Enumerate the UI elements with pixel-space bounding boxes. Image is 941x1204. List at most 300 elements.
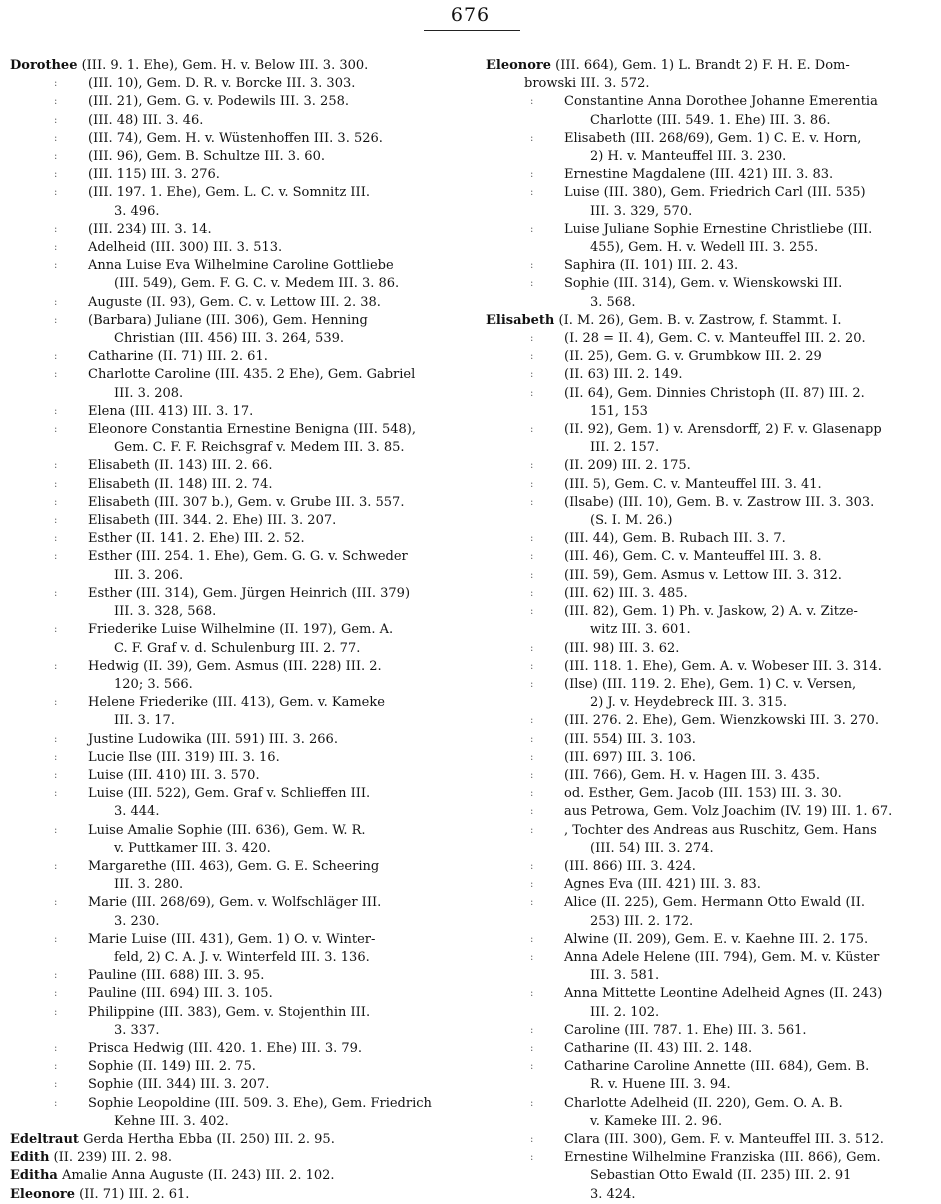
index-entry [486, 640, 932, 658]
ditto-mark: : [530, 333, 534, 345]
entry-text: Elisabeth (III. 268/69), Gem. 1) C. E. v. Horn, [564, 130, 862, 146]
entry-text: Luise (III. 522), Gem. Graf v. Schlieffen III. [88, 786, 371, 802]
index-entry [486, 585, 932, 603]
entry-continuation: III. 3. 17. [114, 713, 175, 729]
entry-text: (III. 276. 2. Ehe), Gem. Wienzkowski III. 3. 270. [564, 713, 879, 729]
entry-text: Anna Mittette Leontine Adelheid Agnes (II. 243) [564, 986, 883, 1002]
ditto-mark: : [530, 1042, 534, 1054]
entry-text: Alice (II. 225), Gem. Hermann Otto Ewald (II. [564, 895, 865, 911]
index-entry [486, 275, 932, 311]
entry-text: Catharine (II. 71) III. 2. 61. [88, 349, 268, 365]
index-entry [10, 785, 466, 821]
index-entry [10, 749, 466, 767]
ditto-mark: : [54, 1079, 58, 1091]
index-entry [10, 1076, 466, 1094]
entry-text: Eleonore Constantia Ernestine Benigna (III. 548), [88, 422, 416, 438]
entry-text: Catharine Caroline Annette (III. 684), Gem. B. [564, 1059, 870, 1075]
entry-continuation: Sebastian Otto Ewald (II. 235) III. 2. 91 [590, 1168, 852, 1184]
entry-continuation: 3. 337. [114, 1022, 160, 1038]
entry-text: (III. 96), Gem. B. Schultze III. 3. 60. [88, 149, 325, 165]
ditto-mark: : [530, 132, 534, 144]
entry-text: (III. 115) III. 3. 276. [88, 167, 220, 183]
entry-text: Esther (III. 314), Gem. Jürgen Heinrich (III. 379) [88, 585, 411, 601]
index-entry [10, 1040, 466, 1058]
entry-headword: Eleonore [10, 1186, 76, 1202]
ditto-mark: : [54, 223, 58, 235]
ditto-mark: : [530, 733, 534, 745]
entry-continuation: III. 3. 328, 568. [114, 604, 217, 620]
entry-text: (II. 71) III. 2. 61. [75, 1186, 190, 1202]
index-entry [10, 457, 466, 475]
index-entry [10, 221, 466, 239]
ditto-mark: : [530, 496, 534, 508]
entry-text: (II. 25), Gem. G. v. Grumbkow III. 2. 29 [564, 349, 822, 365]
entry-continuation: feld, 2) C. A. J. v. Winterfeld III. 3. 136. [114, 949, 370, 965]
ditto-mark: : [530, 769, 534, 781]
ditto-mark: : [530, 387, 534, 399]
ditto-mark: : [530, 988, 534, 1000]
index-entry [486, 421, 932, 457]
entry-text: Sophie (III. 344) III. 3. 207. [88, 1077, 270, 1093]
entry-text: (III. 766), Gem. H. v. Hagen III. 3. 435. [564, 767, 820, 783]
entry-continuation: 3. 444. [114, 804, 160, 820]
ditto-mark: : [530, 860, 534, 872]
entry-continuation: browski III. 3. 572. [524, 76, 650, 92]
entry-text: (III. 697) III. 3. 106. [564, 749, 696, 765]
entry-continuation: (III. 54) III. 3. 274. [590, 840, 714, 856]
entry-text: Clara (III. 300), Gem. F. v. Manteuffel III. 3. 512. [564, 1131, 884, 1147]
index-entry [10, 858, 466, 894]
entry-text: Justine Ludowika (III. 591) III. 3. 266. [88, 731, 338, 747]
index-entry [486, 1022, 932, 1040]
entry-continuation: 3. 424. [590, 1186, 636, 1202]
index-entry [486, 803, 932, 821]
entry-text: Esther (II. 141. 2. Ehe) III. 2. 52. [88, 531, 305, 547]
index-entry [10, 75, 466, 93]
entry-continuation: Christian (III. 456) III. 3. 264, 539. [114, 331, 344, 347]
index-entry [486, 1040, 932, 1058]
ditto-mark: : [54, 78, 58, 90]
entry-text: Anna Adele Helene (III. 794), Gem. M. v. Küster [564, 949, 880, 965]
ditto-mark: : [54, 351, 58, 363]
entry-text: (III. 46), Gem. C. v. Manteuffel III. 3. 8. [564, 549, 822, 565]
index-entry [10, 1131, 466, 1149]
index-entry [486, 603, 932, 639]
index-entry [10, 512, 466, 530]
entry-headword: Editha [10, 1168, 58, 1184]
entry-continuation: (S. I. M. 26.) [590, 513, 673, 529]
ditto-mark: : [54, 424, 58, 436]
ditto-mark: : [530, 824, 534, 836]
index-entry [486, 57, 932, 93]
ditto-mark: : [530, 1152, 534, 1164]
ditto-mark: : [54, 242, 58, 254]
index-entry [10, 112, 466, 130]
ditto-mark: : [530, 533, 534, 545]
entry-text: Philippine (III. 383), Gem. v. Stojenthin III. [88, 1004, 371, 1020]
ditto-mark: : [54, 515, 58, 527]
ditto-mark: : [530, 424, 534, 436]
ditto-mark: : [54, 496, 58, 508]
entry-headword: Dorothee [10, 58, 78, 73]
index-entry [486, 876, 932, 894]
ditto-mark: : [54, 1042, 58, 1054]
ditto-mark: : [530, 678, 534, 690]
index-entry [10, 1149, 466, 1167]
ditto-mark: : [54, 733, 58, 745]
index-entry [486, 348, 932, 366]
entry-continuation: 2) H. v. Manteuffel III. 3. 230. [590, 149, 787, 165]
index-entry [10, 312, 466, 348]
ditto-mark: : [530, 897, 534, 909]
entry-text: (III. 82), Gem. 1) Ph. v. Jaskow, 2) A. v. Zitze- [564, 604, 858, 620]
entry-continuation: 253) III. 2. 172. [590, 913, 694, 929]
index-entry [10, 767, 466, 785]
entry-text: Sophie (III. 314), Gem. v. Wienskowski III. [564, 276, 843, 292]
entry-continuation: 3. 568. [590, 294, 636, 310]
entry-text: od. Esther, Gem. Jacob (III. 153) III. 3. 30. [564, 786, 842, 802]
entry-text: Anna Luise Eva Wilhelmine Caroline Gottliebe [88, 258, 394, 274]
index-entry [10, 294, 466, 312]
entry-text: Charlotte Caroline (III. 435. 2 Ehe), Gem. Gabriel [88, 367, 416, 383]
entry-text: (III. 10), Gem. D. R. v. Borcke III. 3. 303. [88, 76, 356, 92]
ditto-mark: : [54, 860, 58, 872]
index-entry [486, 1186, 932, 1204]
entry-text: (II. 63) III. 2. 149. [564, 367, 683, 383]
entry-continuation: III. 2. 157. [590, 440, 660, 456]
ditto-mark: : [54, 478, 58, 490]
left-column [10, 57, 466, 1204]
ditto-mark: : [54, 624, 58, 636]
entry-text: (III. 98) III. 3. 62. [564, 640, 680, 656]
entry-text: (III. 554) III. 3. 103. [564, 731, 696, 747]
entry-text: (I. 28 = II. 4), Gem. C. v. Manteuffel III. 2. 20. [564, 331, 866, 347]
entry-text: (II. 64), Gem. Dinnies Christoph (II. 87) III. 2. [564, 385, 865, 401]
ditto-mark: : [54, 897, 58, 909]
entry-text: Luise Juliane Sophie Ernestine Christliebe (III. [564, 221, 873, 237]
entry-text: (II. 209) III. 2. 175. [564, 458, 691, 474]
index-entry [486, 985, 932, 1021]
entry-text: (III. 866) III. 3. 424. [564, 858, 696, 874]
entry-text: (II. 92), Gem. 1) v. Arensdorff, 2) F. v. Glasenapp [564, 422, 882, 438]
page-number: 676 [450, 4, 491, 26]
ditto-mark: : [530, 460, 534, 472]
entry-continuation: C. F. Graf v. d. Schulenburg III. 2. 77. [114, 640, 361, 656]
ditto-mark: : [530, 169, 534, 181]
entry-text: (Ilsabe) (III. 10), Gem. B. v. Zastrow III. 3. 303. [564, 494, 875, 510]
index-entry [486, 767, 932, 785]
ditto-mark: : [54, 296, 58, 308]
index-entry [10, 822, 466, 858]
ditto-mark: : [54, 1097, 58, 1109]
index-entry [10, 694, 466, 730]
entry-text: (III. 59), Gem. Asmus v. Lettow III. 3. 312. [564, 567, 842, 583]
entry-text: Pauline (III. 694) III. 3. 105. [88, 986, 273, 1002]
entry-text: Elisabeth (III. 307 b.), Gem. v. Grube III. 3. 557. [88, 494, 405, 510]
index-entry [10, 403, 466, 421]
entry-text: Sophie Leopoldine (III. 509. 3. Ehe), Gem. Friedrich [88, 1095, 432, 1111]
entry-text: , Tochter des Andreas aus Ruschitz, Gem. Hans [564, 822, 877, 838]
index-entry [10, 184, 466, 220]
entry-text: (III. 234) III. 3. 14. [88, 221, 212, 237]
ditto-mark: : [54, 151, 58, 163]
index-entry [486, 93, 932, 129]
ditto-mark: : [530, 551, 534, 563]
entry-text: Prisca Hedwig (III. 420. 1. Ehe) III. 3. 79. [88, 1040, 363, 1056]
entry-continuation: III. 3. 206. [114, 567, 184, 583]
ditto-mark: : [530, 1024, 534, 1036]
index-entry [10, 366, 466, 402]
index-entry [486, 385, 932, 421]
entry-text: Catharine (II. 43) III. 2. 148. [564, 1040, 753, 1056]
ditto-mark: : [530, 642, 534, 654]
ditto-mark: : [530, 96, 534, 108]
entry-continuation: witz III. 3. 601. [590, 622, 691, 638]
ditto-mark: : [54, 751, 58, 763]
entry-continuation: (III. 549), Gem. F. G. C. v. Medem III. 3. 86. [114, 276, 400, 292]
ditto-mark: : [530, 187, 534, 199]
ditto-mark: : [530, 1097, 534, 1109]
index-entry [486, 676, 932, 712]
index-entry [10, 57, 466, 75]
ditto-mark: : [530, 1133, 534, 1145]
ditto-mark: : [530, 715, 534, 727]
index-entry [486, 949, 932, 985]
ditto-mark: : [54, 369, 58, 381]
ditto-mark: : [54, 1006, 58, 1018]
index-entry [486, 658, 932, 676]
entry-text: (Ilse) (III. 119. 2. Ehe), Gem. 1) C. v. Versen, [564, 676, 857, 692]
index-entry [10, 130, 466, 148]
entry-continuation: III. 3. 280. [114, 877, 184, 893]
index-entry [486, 1095, 932, 1131]
index-entry [486, 221, 932, 257]
entry-text: Elisabeth (III. 344. 2. Ehe) III. 3. 207. [88, 513, 337, 529]
index-entry [10, 166, 466, 184]
entry-text: Margarethe (III. 463), Gem. G. E. Scheering [88, 858, 380, 874]
index-entry [10, 931, 466, 967]
index-entry [486, 785, 932, 803]
ditto-mark: : [530, 751, 534, 763]
index-entry [10, 530, 466, 548]
index-entry [10, 585, 466, 621]
entry-text: Gerda Hertha Ebba (II. 250) III. 2. 95. [78, 1131, 335, 1147]
entry-headword: Elisabeth [486, 312, 555, 328]
index-entry [486, 530, 932, 548]
entry-continuation: Charlotte (III. 549. 1. Ehe) III. 3. 86. [590, 112, 831, 128]
entry-text: Friederike Luise Wilhelmine (II. 197), Gem. A. [88, 622, 394, 638]
entry-text: Charlotte Adelheid (II. 220), Gem. O. A. B. [564, 1095, 843, 1111]
entry-text: (III. 5), Gem. C. v. Manteuffel III. 3. 41. [564, 476, 822, 492]
entry-text: (III. 21), Gem. G. v. Podewils III. 3. 258. [88, 94, 350, 110]
ditto-mark: : [54, 660, 58, 672]
index-entry [10, 621, 466, 657]
index-entry [10, 731, 466, 749]
ditto-mark: : [54, 1061, 58, 1073]
entry-continuation: v. Kameke III. 2. 96. [590, 1113, 723, 1129]
entry-text: Luise (III. 380), Gem. Friedrich Carl (III. 535) [564, 185, 866, 201]
entry-text: (III. 62) III. 3. 485. [564, 585, 688, 601]
ditto-mark: : [54, 460, 58, 472]
ditto-mark: : [54, 96, 58, 108]
entry-text: (Barbara) Juliane (III. 306), Gem. Henning [88, 312, 368, 328]
entry-text: (III. 118. 1. Ehe), Gem. A. v. Wobeser III. 3. 314. [564, 658, 882, 674]
entry-text: Caroline (III. 787. 1. Ehe) III. 3. 561. [564, 1022, 807, 1038]
right-column [486, 57, 932, 1204]
entry-continuation: III. 3. 581. [590, 968, 660, 984]
ditto-mark: : [54, 260, 58, 272]
ditto-mark: : [54, 132, 58, 144]
ditto-mark: : [530, 223, 534, 235]
index-entry [10, 239, 466, 257]
entry-text: (II. 239) III. 2. 98. [49, 1150, 173, 1166]
index-entry [10, 257, 466, 293]
index-entry [10, 1058, 466, 1076]
ditto-mark: : [530, 951, 534, 963]
entry-continuation: 3. 496. [114, 203, 160, 219]
entry-text: (III. 664), Gem. 1) L. Brandt 2) F. H. E. Dom- [551, 58, 850, 73]
ditto-mark: : [54, 551, 58, 563]
entry-headword: Edith [10, 1150, 50, 1166]
index-entry [486, 166, 932, 184]
index-entry [10, 658, 466, 694]
entry-continuation: 455), Gem. H. v. Wedell III. 3. 255. [590, 240, 819, 256]
entry-text: Esther (III. 254. 1. Ehe), Gem. G. G. v. Schweder [88, 549, 408, 565]
entry-text: Sophie (II. 149) III. 2. 75. [88, 1059, 256, 1075]
index-entry [486, 1131, 932, 1149]
entry-text: (III. 48) III. 3. 46. [88, 112, 204, 128]
entry-text: (III. 74), Gem. H. v. Wüstenhoffen III. 3. 526. [88, 130, 383, 146]
entry-text: Adelheid (III. 300) III. 3. 513. [88, 240, 283, 256]
index-entry [486, 749, 932, 767]
index-entry [486, 130, 932, 166]
entry-text: aus Petrowa, Gem. Volz Joachim (IV. 19) III. 1. 67. [564, 804, 893, 820]
index-entry [486, 548, 932, 566]
entry-headword: Edeltraut [10, 1131, 79, 1147]
ditto-mark: : [530, 478, 534, 490]
index-entry [10, 1167, 466, 1185]
index-entry [10, 148, 466, 166]
entry-continuation: 2) J. v. Heydebreck III. 3. 315. [590, 695, 788, 711]
index-entry [10, 1186, 466, 1204]
index-entry [486, 257, 932, 275]
index-entry [486, 858, 932, 876]
entry-text: Luise Amalie Sophie (III. 636), Gem. W. R. [88, 822, 366, 838]
ditto-mark: : [530, 278, 534, 290]
index-entry [10, 421, 466, 457]
ditto-mark: : [530, 369, 534, 381]
entry-text: Agnes Eva (III. 421) III. 3. 83. [564, 877, 761, 893]
ditto-mark: : [54, 587, 58, 599]
entry-continuation: 151, 153 [590, 403, 648, 419]
index-entry [10, 93, 466, 111]
ditto-mark: : [54, 169, 58, 181]
ditto-mark: : [530, 351, 534, 363]
entry-text: Marie Luise (III. 431), Gem. 1) O. v. Winter- [88, 931, 376, 947]
entry-text: Luise (III. 410) III. 3. 570. [88, 767, 260, 783]
ditto-mark: : [54, 970, 58, 982]
index-entry [10, 494, 466, 512]
entry-text: (III. 9. 1. Ehe), Gem. H. v. Below III. 3. 300. [77, 58, 369, 73]
index-entry [10, 894, 466, 930]
ditto-mark: : [530, 933, 534, 945]
entry-text: Auguste (II. 93), Gem. C. v. Lettow III. 2. 38. [88, 294, 381, 310]
header-rule [424, 30, 520, 31]
index-entry [486, 1149, 932, 1185]
entry-text: (I. M. 26), Gem. B. v. Zastrow, f. Stammt. I. [554, 312, 842, 328]
entry-text: (III. 197. 1. Ehe), Gem. L. C. v. Somnitz III. [88, 185, 370, 201]
ditto-mark: : [54, 933, 58, 945]
index-entry [486, 457, 932, 475]
ditto-mark: : [530, 606, 534, 618]
entry-text: Lucie Ilse (III. 319) III. 3. 16. [88, 749, 280, 765]
index-entry [486, 731, 932, 749]
index-entry [486, 1058, 932, 1094]
entry-continuation: Kehne III. 3. 402. [114, 1113, 229, 1129]
entry-continuation: III. 3. 208. [114, 385, 184, 401]
ditto-mark: : [530, 1061, 534, 1073]
ditto-mark: : [54, 824, 58, 836]
ditto-mark: : [530, 587, 534, 599]
index-entry [10, 548, 466, 584]
ditto-mark: : [530, 788, 534, 800]
entry-text: Constantine Anna Dorothee Johanne Emerentia [564, 94, 878, 110]
ditto-mark: : [530, 879, 534, 891]
entry-text: Elena (III. 413) III. 3. 17. [88, 403, 254, 419]
index-entry [10, 985, 466, 1003]
entry-text: Hedwig (II. 39), Gem. Asmus (III. 228) III. 2. [88, 658, 382, 674]
index-entry [486, 894, 932, 930]
index-entry [10, 1004, 466, 1040]
ditto-mark: : [530, 660, 534, 672]
index-entry [10, 348, 466, 366]
entry-continuation: Gem. C. F. F. Reichsgraf v. Medem III. 3. 85. [114, 440, 405, 456]
ditto-mark: : [54, 187, 58, 199]
entry-continuation: 3. 230. [114, 913, 160, 929]
ditto-mark: : [530, 569, 534, 581]
entry-text: Ernestine Wilhelmine Franziska (III. 866), Gem. [564, 1150, 881, 1166]
ditto-mark: : [54, 988, 58, 1000]
entry-continuation: 120; 3. 566. [114, 676, 193, 692]
ditto-mark: : [54, 697, 58, 709]
index-entry [486, 330, 932, 348]
entry-text: Ernestine Magdalene (III. 421) III. 3. 83. [564, 167, 834, 183]
ditto-mark: : [530, 260, 534, 272]
index-entry [10, 967, 466, 985]
index-entry [10, 476, 466, 494]
ditto-mark: : [54, 114, 58, 126]
entry-text: Alwine (II. 209), Gem. E. v. Kaehne III. 2. 175. [564, 931, 869, 947]
index-entry [486, 712, 932, 730]
ditto-mark: : [54, 405, 58, 417]
entry-text: Helene Friederike (III. 413), Gem. v. Kameke [88, 695, 385, 711]
ditto-mark: : [54, 314, 58, 326]
entry-continuation: III. 2. 102. [590, 1004, 660, 1020]
entry-text: Elisabeth (II. 148) III. 2. 74. [88, 476, 273, 492]
index-entry [486, 494, 932, 530]
index-entry [486, 822, 932, 858]
ditto-mark: : [54, 788, 58, 800]
entry-text: Pauline (III. 688) III. 3. 95. [88, 968, 265, 984]
entry-continuation: R. v. Huene III. 3. 94. [590, 1077, 731, 1093]
index-entry [486, 312, 932, 330]
entry-text: (III. 44), Gem. B. Rubach III. 3. 7. [564, 531, 786, 547]
index-entry [486, 567, 932, 585]
entry-headword: Eleonore [486, 58, 552, 73]
index-entry [486, 476, 932, 494]
index-entry [486, 931, 932, 949]
entry-text: Saphira (II. 101) III. 2. 43. [564, 258, 739, 274]
